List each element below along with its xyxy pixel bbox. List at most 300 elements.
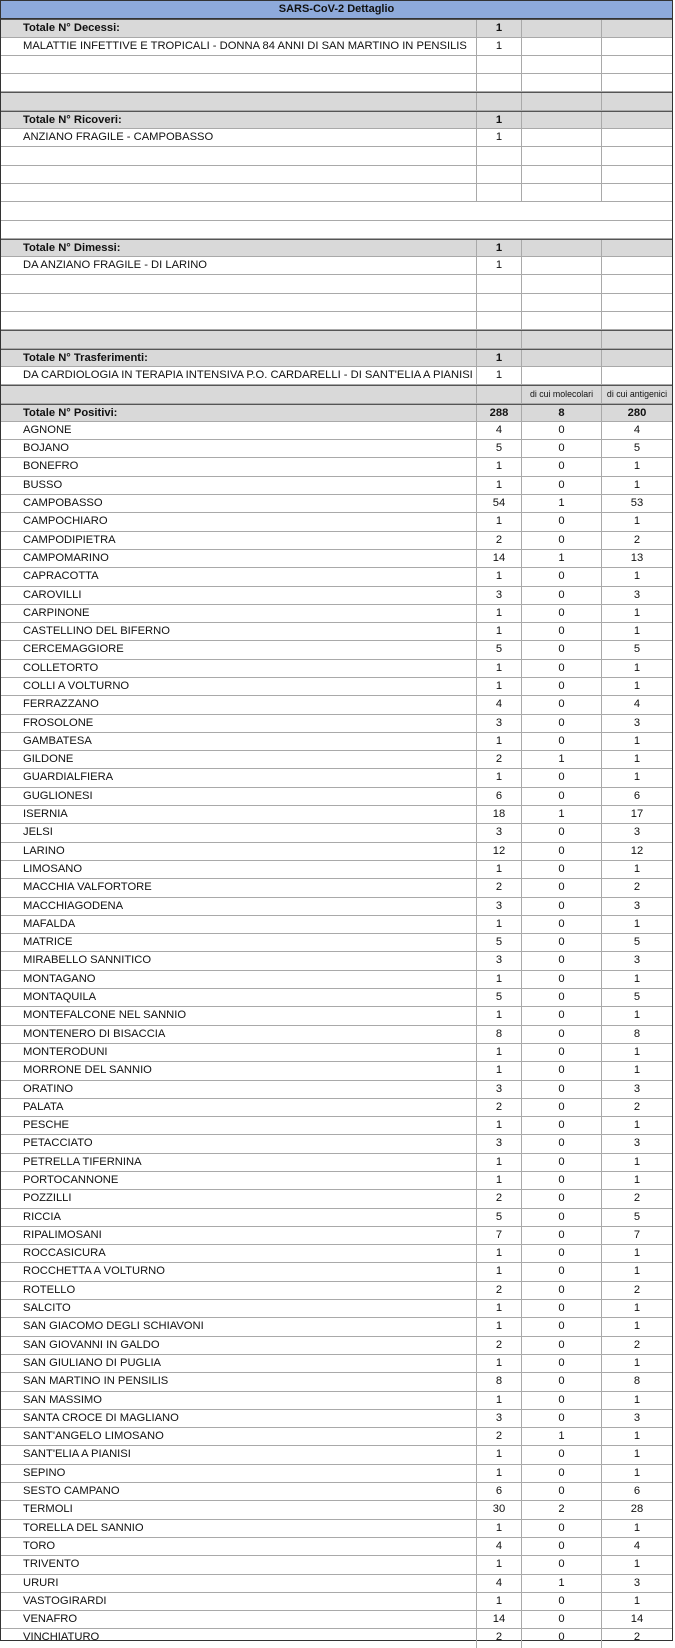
row-total: 2 (477, 1629, 522, 1647)
row-molecolari (522, 257, 602, 274)
row-molecolari: 0 (522, 1099, 602, 1116)
row-label: Totale N° Ricoveri: (1, 112, 477, 128)
row-molecolari (522, 275, 602, 292)
row-total (477, 331, 522, 347)
row-molecolari: 0 (522, 1611, 602, 1628)
row-molecolari: 8 (522, 405, 602, 421)
section-header-ricoveri (1, 111, 672, 129)
row-molecolari (522, 184, 602, 201)
row-label: Totale N° Dimessi: (1, 240, 477, 256)
row-label: SANT'ELIA A PIANISI (1, 1446, 477, 1463)
table-row (1, 1446, 672, 1464)
row-antigenici: 5 (633, 936, 641, 949)
table-row (1, 678, 672, 696)
row-molecolari (522, 367, 602, 384)
row-antigenici (602, 312, 672, 329)
row-total (477, 147, 522, 164)
row-total (477, 166, 522, 183)
row-molecolari (522, 240, 602, 256)
row-label: RIPALIMOSANI (1, 1227, 477, 1244)
row-antigenici: 3 (633, 1082, 641, 1095)
row-total: 1 (477, 1392, 522, 1409)
row-label: DA CARDIOLOGIA IN TERAPIA INTENSIVA P.O. CARDARELLI - DI SANT'ELIA A PIANISI (1, 367, 477, 384)
row-total: 3 (477, 715, 522, 732)
sheet-title: SARS-CoV-2 Dettaglio (278, 3, 395, 15)
row-antigenici (602, 112, 672, 128)
table-row (1, 1483, 672, 1501)
row-molecolari (522, 147, 602, 164)
table-row (1, 587, 672, 605)
row-antigenici: 1 (633, 862, 641, 875)
row-molecolari: 0 (522, 1263, 602, 1280)
row-total: 5 (477, 989, 522, 1006)
row-molecolari: 0 (522, 1081, 602, 1098)
row-label: SANTA CROCE DI MAGLIANO (1, 1410, 477, 1427)
row-total: 1 (477, 568, 522, 585)
table-row (1, 1355, 672, 1373)
row-label: AGNONE (1, 422, 477, 439)
row-antigenici: 17 (630, 808, 644, 821)
row-label: GAMBATESA (1, 733, 477, 750)
row-label: ROCCASICURA (1, 1245, 477, 1262)
row-molecolari: 0 (522, 1556, 602, 1573)
row-total: 1 (477, 1044, 522, 1061)
table-row (1, 733, 672, 751)
row-label: COLLI A VOLTURNO (1, 678, 477, 695)
row-label: CERCEMAGGIORE (1, 641, 477, 658)
row-label: CARPINONE (1, 605, 477, 622)
row-total: 18 (477, 806, 522, 823)
row-molecolari: 0 (522, 1227, 602, 1244)
row-antigenici (602, 93, 672, 109)
table-row (1, 477, 672, 495)
row-label: BUSSO (1, 477, 477, 494)
row-antigenici: 8 (633, 1027, 641, 1040)
row-antigenici (602, 184, 672, 201)
row-total: 4 (477, 1575, 522, 1592)
row-total: 3 (477, 1410, 522, 1427)
table-row (1, 861, 672, 879)
row-antigenici (602, 331, 672, 347)
row-label: FERRAZZANO (1, 696, 477, 713)
row-molecolari: 0 (522, 1007, 602, 1024)
row-antigenici: 1 (633, 1320, 641, 1333)
table-row (1, 769, 672, 787)
row-antigenici: 1 (633, 1119, 641, 1132)
row-antigenici: 4 (633, 1539, 641, 1552)
table-row (1, 1410, 672, 1428)
row-antigenici: 3 (633, 826, 641, 839)
row-label: CAROVILLI (1, 587, 477, 604)
row-total: 1 (477, 623, 522, 640)
row-total: 4 (477, 422, 522, 439)
row-molecolari (522, 112, 602, 128)
row-label: LARINO (1, 843, 477, 860)
row-antigenici: 1 (633, 1265, 641, 1278)
row-total: 2 (477, 1428, 522, 1445)
table-row (1, 824, 672, 842)
row-label: VENAFRO (1, 1611, 477, 1628)
row-label: VINCHIATURO (1, 1629, 477, 1647)
row-antigenici (602, 20, 672, 36)
row-molecolari (522, 166, 602, 183)
row-label: SAN GIOVANNI IN GALDO (1, 1337, 477, 1354)
row-total: 6 (477, 1483, 522, 1500)
row-molecolari (522, 350, 602, 366)
row-label: ANZIANO FRAGILE - CAMPOBASSO (1, 129, 477, 146)
row-label: GUGLIONESI (1, 788, 477, 805)
row-label: TORO (1, 1538, 477, 1555)
row-label: CAMPOCHIARO (1, 513, 477, 530)
row-total: 1 (477, 1172, 522, 1189)
table-row (1, 898, 672, 916)
row-antigenici (602, 275, 672, 292)
row-total: 1 (477, 660, 522, 677)
row-label: PALATA (1, 1099, 477, 1116)
row-label: SEPINO (1, 1465, 477, 1482)
row-molecolari: 0 (522, 1282, 602, 1299)
row-total: 3 (477, 898, 522, 915)
table-row (1, 715, 672, 733)
row-molecolari (522, 129, 602, 146)
table-row (1, 1209, 672, 1227)
row-label: GUARDIALFIERA (1, 769, 477, 786)
row-antigenici: 4 (633, 698, 641, 711)
row-total (477, 386, 522, 402)
row-antigenici: 1 (633, 661, 641, 674)
row-antigenici: 8 (633, 1375, 641, 1388)
table-row (1, 806, 672, 824)
row-total: 5 (477, 641, 522, 658)
row-antigenici: 1 (633, 1174, 641, 1186)
row-label: ISERNIA (1, 806, 477, 823)
row-label (1, 312, 477, 329)
table-row (1, 916, 672, 934)
sheet-body (1, 19, 672, 1647)
row-label: PETRELLA TIFERNINA (1, 1154, 477, 1171)
row-antigenici (602, 257, 672, 274)
row-label: CAMPOBASSO (1, 495, 477, 512)
row-total: 1 (477, 1465, 522, 1482)
row-antigenici: 1 (633, 1466, 641, 1479)
row-antigenici (602, 350, 672, 366)
row-antigenici: 14 (630, 1613, 644, 1626)
row-total: 4 (477, 696, 522, 713)
row-total: 1 (477, 1007, 522, 1024)
table-row (1, 1245, 672, 1263)
row-molecolari: 0 (522, 952, 602, 969)
row-antigenici: 1 (633, 679, 641, 692)
row-label: MONTERODUNI (1, 1044, 477, 1061)
row-total (477, 275, 522, 292)
row-label (1, 56, 477, 73)
table-row (1, 1611, 672, 1629)
blank-full-row (1, 221, 672, 239)
row-molecolari: 0 (522, 1483, 602, 1500)
row-total: 2 (477, 1099, 522, 1116)
row-antigenici: 1 (633, 771, 641, 784)
spacer-row (1, 330, 672, 348)
row-total: 1 (477, 1556, 522, 1573)
row-molecolari: 0 (522, 1026, 602, 1043)
row-total: 5 (477, 440, 522, 457)
row-antigenici: 12 (630, 844, 644, 857)
row-antigenici (602, 38, 672, 55)
section-item (1, 129, 672, 147)
row-total: 1 (477, 1062, 522, 1079)
row-total: 1 (477, 1593, 522, 1610)
table-row (1, 1227, 672, 1245)
table-row (1, 1501, 672, 1519)
row-label: ROCCHETTA A VOLTURNO (1, 1263, 477, 1280)
table-row (1, 1392, 672, 1410)
row-antigenici: 2 (633, 881, 641, 894)
row-molecolari: 0 (522, 1446, 602, 1463)
row-total: 5 (477, 1209, 522, 1226)
row-total: 7 (477, 1227, 522, 1244)
row-total: 1 (477, 458, 522, 475)
table-row (1, 495, 672, 513)
row-antigenici: 1 (633, 1521, 641, 1534)
row-antigenici: 1 (633, 478, 641, 491)
row-molecolari: 0 (522, 1062, 602, 1079)
row-antigenici: 2 (633, 1283, 641, 1296)
table-row (1, 532, 672, 550)
row-molecolari: 0 (522, 1190, 602, 1207)
row-label: Totale N° Decessi: (1, 20, 477, 36)
row-label: RICCIA (1, 1209, 477, 1226)
table-row (1, 1044, 672, 1062)
row-total: 14 (477, 1611, 522, 1628)
row-total: 30 (477, 1501, 522, 1518)
table-row (1, 1099, 672, 1117)
row-label: MACCHIA VALFORTORE (1, 879, 477, 896)
row-antigenici: 1 (633, 1356, 641, 1369)
table-row (1, 989, 672, 1007)
row-molecolari: 0 (522, 587, 602, 604)
row-total: 3 (477, 1135, 522, 1152)
row-total: 1 (477, 971, 522, 988)
table-row (1, 971, 672, 989)
blank-row (1, 294, 672, 312)
row-label: SESTO CAMPANO (1, 1483, 477, 1500)
row-antigenici: 2 (633, 1192, 641, 1205)
section-header-positivi (1, 404, 672, 422)
row-molecolari: 0 (522, 1117, 602, 1134)
row-label: ORATINO (1, 1081, 477, 1098)
row-antigenici: 3 (633, 1411, 641, 1424)
empty-cell (1, 202, 672, 219)
row-total: 6 (477, 788, 522, 805)
row-molecolari: 0 (522, 1044, 602, 1061)
row-molecolari: 0 (522, 1629, 602, 1647)
row-label (1, 331, 477, 347)
row-antigenici: 13 (630, 551, 644, 564)
row-antigenici: 1 (633, 1302, 641, 1315)
row-molecolari (522, 74, 602, 91)
row-molecolari: 0 (522, 1135, 602, 1152)
table-row (1, 1629, 672, 1647)
row-antigenici: 3 (633, 899, 641, 912)
row-label: Totale N° Trasferimenti: (1, 350, 477, 366)
section-item (1, 257, 672, 275)
empty-cell (1, 221, 672, 238)
row-molecolari: 0 (522, 605, 602, 622)
row-label (1, 74, 477, 91)
row-molecolari: 0 (522, 934, 602, 951)
row-total: 1 (477, 20, 522, 36)
row-total (477, 93, 522, 109)
row-molecolari (522, 294, 602, 311)
row-label: LIMOSANO (1, 861, 477, 878)
row-molecolari: 0 (522, 678, 602, 695)
row-molecolari: 0 (522, 879, 602, 896)
row-total: 1 (477, 1263, 522, 1280)
row-molecolari: 0 (522, 660, 602, 677)
row-total: 1 (477, 733, 522, 750)
blank-row (1, 147, 672, 165)
row-antigenici: 1 (633, 1247, 641, 1260)
row-molecolari: 0 (522, 513, 602, 530)
blank-row (1, 74, 672, 92)
row-label: MONTENERO DI BISACCIA (1, 1026, 477, 1043)
row-antigenici: 1 (633, 1594, 641, 1607)
row-label (1, 386, 477, 402)
row-label: SAN GIACOMO DEGLI SCHIAVONI (1, 1318, 477, 1335)
row-molecolari (522, 56, 602, 73)
row-total: 2 (477, 751, 522, 768)
row-label: TORELLA DEL SANNIO (1, 1520, 477, 1537)
row-label: MONTAGANO (1, 971, 477, 988)
row-antigenici (602, 367, 672, 384)
row-molecolari: 0 (522, 1209, 602, 1226)
row-molecolari: 0 (522, 916, 602, 933)
row-label: MIRABELLO SANNITICO (1, 952, 477, 969)
blank-row (1, 275, 672, 293)
table-row (1, 1428, 672, 1446)
table-row (1, 952, 672, 970)
row-molecolari: 0 (522, 1245, 602, 1262)
row-antigenici: 2 (633, 1100, 641, 1113)
row-antigenici: 3 (633, 1576, 641, 1589)
row-label: MATRICE (1, 934, 477, 951)
table-row (1, 605, 672, 623)
row-molecolari: 1 (522, 806, 602, 823)
row-total: 14 (477, 550, 522, 567)
row-molecolari: 0 (522, 532, 602, 549)
row-antigenici: 1 (633, 734, 641, 747)
row-label: SAN MARTINO IN PENSILIS (1, 1373, 477, 1390)
row-molecolari: 0 (522, 861, 602, 878)
table-row (1, 696, 672, 714)
row-molecolari: 0 (522, 898, 602, 915)
row-molecolari (522, 331, 602, 347)
row-total (477, 184, 522, 201)
row-antigenici: 1 (633, 460, 641, 473)
row-molecolari: 0 (522, 788, 602, 805)
row-molecolari: 0 (522, 1318, 602, 1335)
row-antigenici: 1 (633, 1393, 641, 1406)
table-row (1, 1135, 672, 1153)
row-label: SAN MASSIMO (1, 1392, 477, 1409)
row-molecolari: 0 (522, 568, 602, 585)
row-total: 2 (477, 879, 522, 896)
table-row (1, 1282, 672, 1300)
row-label (1, 147, 477, 164)
table-row (1, 1337, 672, 1355)
row-total: 1 (477, 1355, 522, 1372)
row-total: 1 (477, 1245, 522, 1262)
table-row (1, 1172, 672, 1190)
row-antigenici: 3 (633, 1137, 641, 1150)
row-label (1, 93, 477, 109)
row-label: TERMOLI (1, 1501, 477, 1518)
row-label: TRIVENTO (1, 1556, 477, 1573)
row-molecolari: 0 (522, 769, 602, 786)
row-antigenici: 5 (633, 1210, 641, 1223)
row-antigenici (602, 166, 672, 183)
row-total: 12 (477, 843, 522, 860)
row-antigenici: 53 (630, 497, 644, 510)
row-molecolari: 0 (522, 1337, 602, 1354)
blank-row (1, 184, 672, 202)
row-molecolari: 0 (522, 733, 602, 750)
row-antigenici: 5 (633, 991, 641, 1004)
row-antigenici: 280 (627, 406, 647, 419)
row-label (1, 184, 477, 201)
row-antigenici (602, 294, 672, 311)
row-total: 1 (477, 112, 522, 128)
row-total: 1 (477, 129, 522, 146)
table-row (1, 1263, 672, 1281)
row-label: JELSI (1, 824, 477, 841)
table-row (1, 1593, 672, 1611)
table-row (1, 788, 672, 806)
row-label: BOJANO (1, 440, 477, 457)
section-item (1, 38, 672, 56)
row-molecolari: 0 (522, 422, 602, 439)
row-label: VASTOGIRARDI (1, 1593, 477, 1610)
table-row (1, 1007, 672, 1025)
row-molecolari: 0 (522, 715, 602, 732)
row-total (477, 74, 522, 91)
row-label: FROSOLONE (1, 715, 477, 732)
row-total (477, 312, 522, 329)
row-total: 2 (477, 1190, 522, 1207)
row-antigenici (602, 147, 672, 164)
table-row (1, 934, 672, 952)
row-antigenici: 5 (633, 442, 641, 455)
row-molecolari: 1 (522, 751, 602, 768)
table-row (1, 641, 672, 659)
row-molecolari (522, 312, 602, 329)
row-antigenici: 1 (633, 753, 641, 766)
row-total: 3 (477, 824, 522, 841)
row-antigenici: 4 (633, 423, 641, 436)
row-label: Totale N° Positivi: (1, 405, 477, 421)
table-row (1, 568, 672, 586)
section-item (1, 367, 672, 385)
row-antigenici: 6 (633, 1485, 641, 1498)
row-label: URURI (1, 1575, 477, 1592)
row-molecolari: 0 (522, 843, 602, 860)
table-row (1, 843, 672, 861)
row-label: POZZILLI (1, 1190, 477, 1207)
row-antigenici: 1 (633, 570, 641, 583)
row-label: COLLETORTO (1, 660, 477, 677)
table-row (1, 1300, 672, 1318)
row-molecolari: 0 (522, 623, 602, 640)
